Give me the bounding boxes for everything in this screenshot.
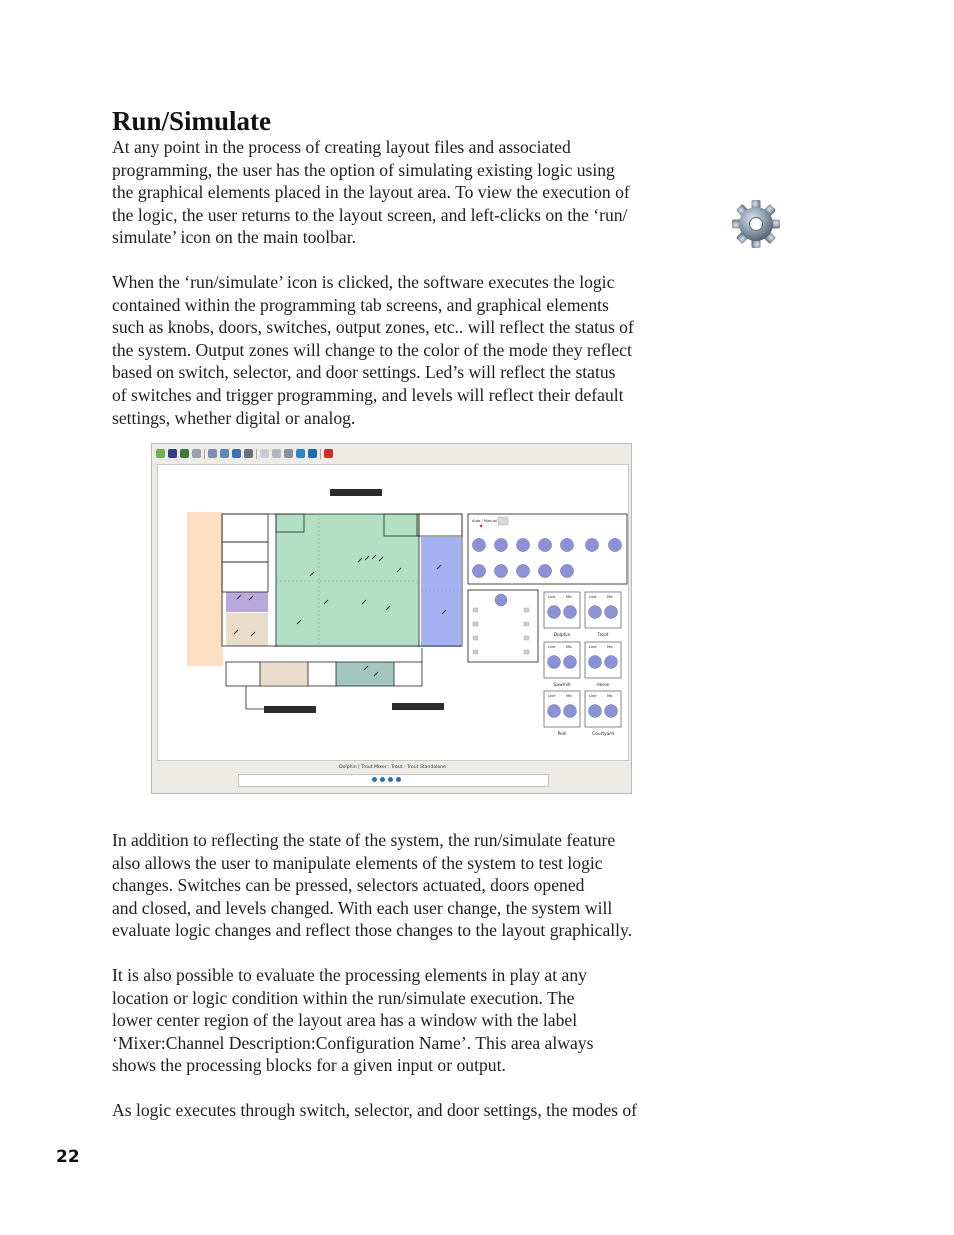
level-knob — [605, 705, 618, 718]
zone-purple — [226, 592, 268, 612]
text-line: programming, the user has the option of simulating existing logic using — [112, 159, 615, 180]
text-line: At any point in the process of creating layout files and associated — [112, 137, 571, 157]
knob-label: Line — [589, 595, 597, 599]
mode-indicator — [498, 517, 508, 525]
zone-peach — [187, 512, 223, 666]
text-line: lower center region of the layout area has a window with the label — [112, 1010, 578, 1031]
mode-knob — [560, 564, 573, 577]
stop-control-icon — [388, 777, 393, 782]
level-knob — [564, 656, 577, 669]
zone-beige-lower — [260, 663, 308, 685]
text-line: settings, whether digital or analog. — [112, 407, 356, 428]
switch-checkbox — [524, 608, 529, 612]
zone-green — [276, 514, 419, 647]
knob-label: Mic — [607, 645, 614, 649]
text-line: changes. Switches can be pressed, selectors actuated, doors opened — [112, 875, 585, 896]
switch-checkbox — [473, 636, 478, 640]
text-line: It is also possible to evaluate the processing elements in play at any — [112, 965, 587, 985]
mixer-bar — [264, 706, 316, 713]
level-knob — [564, 606, 577, 619]
section-heading: Run/Simulate — [112, 106, 272, 136]
text-line: also allows the user to manipulate elements of the system to test logic — [112, 852, 603, 873]
paragraph-processing — [112, 964, 593, 1077]
level-knob — [589, 656, 602, 669]
level-knob — [589, 606, 602, 619]
text-line: shows the processing blocks for a given input or output. — [112, 1055, 506, 1076]
knob-label: Mic — [607, 595, 614, 599]
layout-screenshot — [151, 443, 632, 794]
page-number: 22 — [56, 1147, 80, 1167]
text-line: simulate’ icon on the main toolbar. — [112, 227, 356, 248]
text-line: location or logic condition within the run/simulate execution. The — [112, 987, 575, 1008]
run-simulate-gear-icon — [731, 198, 781, 250]
room-panel-name: Courtyard — [592, 732, 614, 737]
switch-checkbox — [524, 636, 529, 640]
switch-panel-knob — [495, 594, 507, 606]
paragraph-manipulate — [112, 829, 632, 942]
led-indicator — [480, 525, 482, 527]
mode-knob — [516, 538, 529, 551]
switch-checkbox — [524, 622, 529, 626]
room-panel-name: Pelli — [557, 732, 567, 737]
knob-label: Line — [589, 645, 597, 649]
knob-label: Line — [589, 694, 597, 698]
mode-knob — [516, 564, 529, 577]
switch-checkbox — [524, 650, 529, 654]
mode-knob — [560, 538, 573, 551]
mode-knob — [472, 564, 485, 577]
play-control-icon — [372, 777, 377, 782]
level-knob — [605, 606, 618, 619]
playback-controls — [372, 777, 401, 782]
mode-panel-label: Auto / Manual — [472, 519, 497, 523]
text-line: the graphical elements placed in the layout area. To view the execution of — [112, 182, 630, 203]
room-panel-name: Trout — [597, 633, 609, 638]
mode-knob — [494, 538, 507, 551]
text-line: based on switch, selector, and door settings. Led’s will reflect the status — [112, 362, 616, 383]
level-knob — [564, 705, 577, 718]
text-line: such as knobs, doors, switches, output zones, etc.. will reflect the status of — [112, 317, 634, 338]
knob-label: Line — [548, 645, 556, 649]
mixer-bar — [330, 489, 382, 496]
knob-label: Mic — [566, 694, 573, 698]
reset-control-icon — [396, 777, 401, 782]
room-panel-name: Heron — [596, 683, 610, 688]
switch-checkbox — [473, 650, 478, 654]
step-control-icon — [380, 777, 385, 782]
mode-knob — [538, 564, 551, 577]
mixer-bar — [392, 703, 444, 710]
paragraph-intro — [112, 136, 630, 249]
mode-knob — [538, 538, 551, 551]
knob-label: Mic — [566, 645, 573, 649]
mode-knob — [585, 538, 598, 551]
text-line: In addition to reflecting the state of the system, the run/simulate feature — [112, 830, 616, 850]
paragraph-modes — [112, 1099, 637, 1122]
knob-label: Line — [548, 595, 556, 599]
room-panels — [544, 592, 621, 737]
text-line: contained within the programming tab screens, and graphical elements — [112, 294, 609, 315]
level-knob — [605, 656, 618, 669]
knob-label: Line — [548, 694, 556, 698]
zone-beige — [226, 613, 268, 646]
mixer-channel-label: Dolphin | Trout Mixer : Trout : Trout Standalone — [339, 765, 446, 770]
text-line: the system. Output zones will change to the color of the mode they reflect — [112, 339, 632, 360]
room-panel-name: Sawmill — [553, 683, 571, 688]
text-line: As logic executes through switch, selector, and door settings, the modes of — [112, 1100, 638, 1120]
level-knob — [548, 656, 561, 669]
switch-checkbox — [473, 622, 478, 626]
knob-label: Mic — [566, 595, 573, 599]
mode-knob — [494, 564, 507, 577]
room-panel-name: Dolphin — [553, 633, 571, 638]
text-line: ‘Mixer:Channel Description:Configuration Name’. This area always — [112, 1032, 594, 1053]
floorplan-drawing — [152, 444, 632, 794]
level-knob — [548, 705, 561, 718]
paragraph-behavior — [112, 271, 634, 429]
mode-knob — [608, 538, 621, 551]
text-line: When the ‘run/simulate’ icon is clicked, the software executes the logic — [112, 272, 615, 292]
mode-knob — [472, 538, 485, 551]
text-line: evaluate logic changes and reflect those changes to the layout graphically. — [112, 920, 633, 941]
switch-checkbox — [473, 608, 478, 612]
text-line: the logic, the user returns to the layout screen, and left-clicks on the ‘run/ — [112, 204, 628, 225]
zone-teal — [336, 662, 394, 686]
text-line: of switches and trigger programming, and levels will reflect their default — [112, 384, 624, 405]
zone-blue — [421, 537, 461, 647]
level-knob — [589, 705, 602, 718]
level-knob — [548, 606, 561, 619]
text-line: and closed, and levels changed. With each user change, the system will — [112, 897, 613, 918]
knob-label: Mic — [607, 694, 614, 698]
